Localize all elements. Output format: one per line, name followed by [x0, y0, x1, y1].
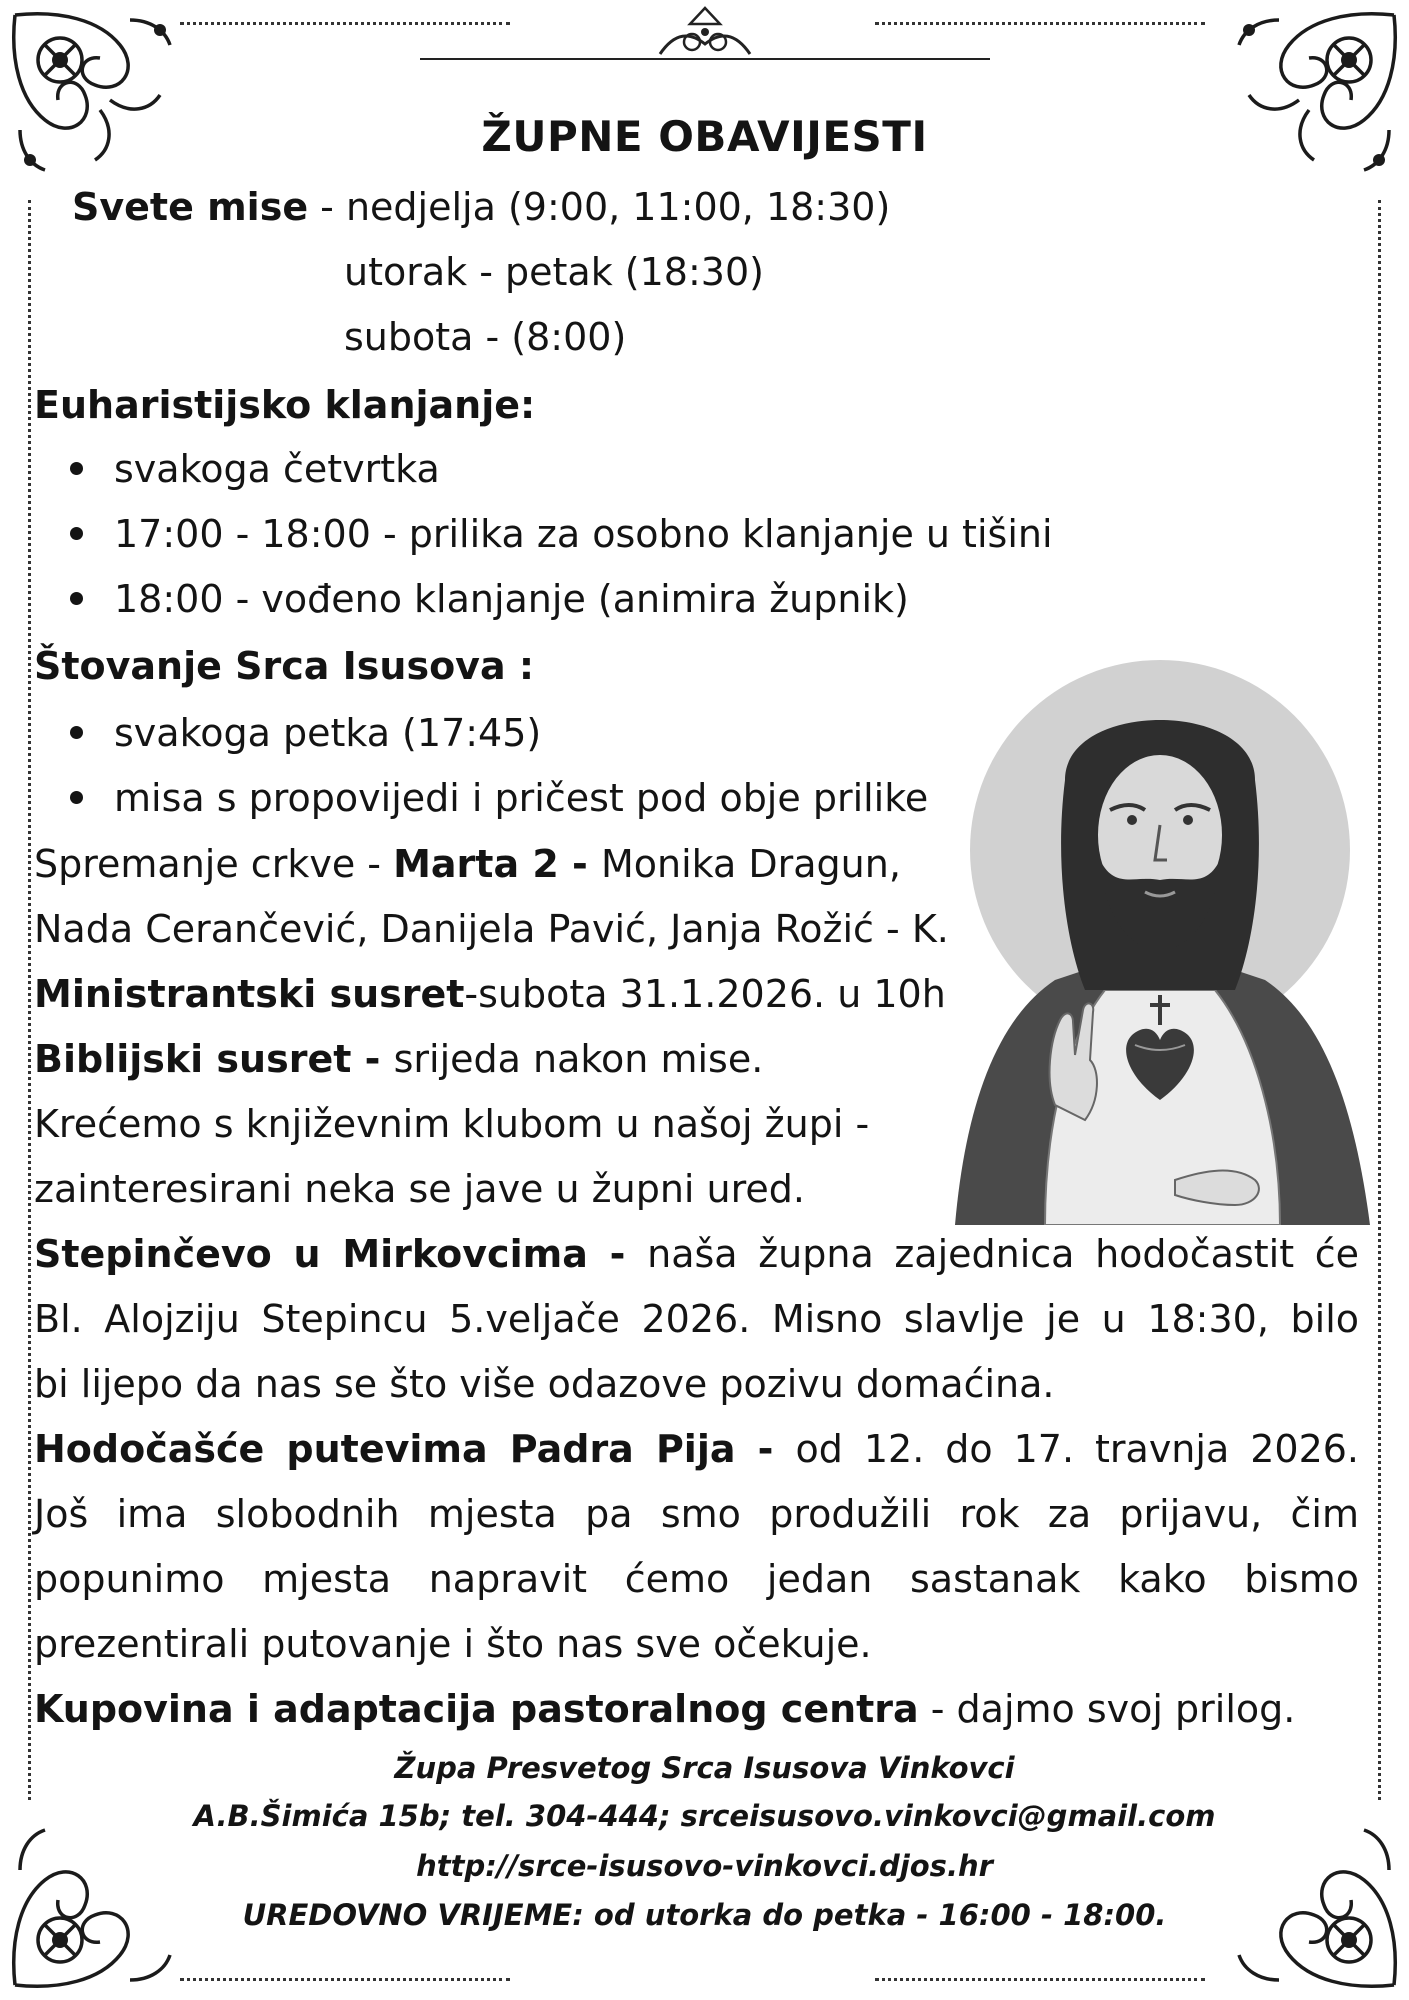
stepinac-line-3: bi lijepo da nas se što više odazove pozivu domaćina. — [34, 1362, 1055, 1406]
list-bullet — [70, 527, 83, 540]
list-bullet — [70, 592, 83, 605]
pastoral-center-label: Kupovina i adaptacija pastoralnog centra — [34, 1687, 919, 1731]
cleaning-prefix: Spremanje crkve - — [34, 842, 394, 886]
bible-text: srijeda nakon mise. — [393, 1037, 764, 1081]
top-center-ornament-icon — [620, 2, 790, 62]
frame-right-dots — [1378, 200, 1381, 1800]
frame-top-left-dots — [180, 22, 510, 25]
altar-servers-text: -subota 31.1.2026. u 10h — [464, 972, 946, 1016]
frame-bottom-right-dots — [875, 1978, 1205, 1981]
pilgrimage-line-2: Još ima slobodnih mjesta pa smo produžili rok za prijavu, čim — [34, 1492, 1359, 1536]
stepinac-line-1 — [34, 1228, 1359, 1280]
cleaning-names: Monika Dragun, — [600, 842, 901, 886]
cleaning-line-2: Nada Cerančević, Danijela Pavić, Janja Rožić - K. — [34, 907, 949, 951]
cleaning-group: Marta 2 - — [393, 842, 601, 886]
footer-hours: UREDOVNO VRIJEME: od utorka do petka - 16:00 - 18:00. — [242, 1898, 1167, 1932]
page-title: ŽUPNE OBAVIJESTI — [481, 112, 928, 161]
bible-label: Biblijski susret - — [34, 1037, 394, 1081]
bible-line — [34, 1033, 763, 1085]
sacred-heart-item: misa s propovijedi i pričest pod obje prilike — [114, 776, 929, 820]
footer-website: http://srce-isusovo-vinkovci.djos.hr — [416, 1849, 993, 1883]
pilgrimage-label: Hodočašće putevima Padra Pija - — [34, 1427, 796, 1471]
mass-saturday: subota - (8:00) — [344, 315, 627, 359]
stepinac-label: Stepinčevo u Mirkovcima - — [34, 1232, 648, 1276]
book-club-line-1: Krećemo s književnim klubom u našoj župi - — [34, 1102, 870, 1146]
pilgrimage-dates: od 12. do 17. travnja 2026. — [795, 1427, 1359, 1471]
adoration-item: 18:00 - vođeno klanjanje (animira župnik) — [114, 577, 909, 621]
list-bullet — [70, 726, 83, 739]
altar-servers-line — [34, 968, 946, 1020]
pastoral-center-text: - dajmo svoj prilog. — [918, 1687, 1296, 1731]
stepinac-line-2: Bl. Alojziju Stepincu 5.veljače 2026. Misno slavlje je u 18:30, bilo — [34, 1297, 1359, 1341]
book-club-line-2: zainteresirani neka se jave u župni ured. — [34, 1167, 806, 1211]
adoration-heading: Euharistijsko klanjanje: — [34, 383, 536, 427]
sacred-heart-heading: Štovanje Srca Isusova : — [34, 644, 535, 688]
mass-label: Svete mise — [72, 185, 309, 229]
cleaning-line-1 — [34, 838, 901, 890]
frame-top-right-dots — [875, 22, 1205, 25]
sacred-heart-illustration — [935, 660, 1375, 1225]
adoration-item: svakoga četvrtka — [114, 447, 440, 491]
pastoral-center-line — [34, 1683, 1295, 1735]
mass-line-1 — [72, 181, 890, 233]
mass-weekday: utorak - petak (18:30) — [344, 250, 764, 294]
pilgrimage-line-1 — [34, 1423, 1359, 1475]
pilgrimage-line-3: popunimo mjesta napravit ćemo jedan sastanak kako bismo — [34, 1557, 1359, 1601]
frame-left-dots — [28, 200, 31, 1800]
footer-parish: Župa Presvetog Srca Isusova Vinkovci — [394, 1751, 1015, 1785]
frame-bottom-left-dots — [180, 1978, 510, 1981]
footer-contact: A.B.Šimića 15b; tel. 304-444; srceisusovo.vinkovci@gmail.com — [193, 1799, 1216, 1833]
sacred-heart-item: svakoga petka (17:45) — [114, 711, 542, 755]
adoration-item: 17:00 - 18:00 - prilika za osobno klanjanje u tišini — [114, 512, 1053, 556]
pilgrimage-line-4: prezentirali putovanje i što nas sve očekuje. — [34, 1622, 872, 1666]
list-bullet — [70, 791, 83, 804]
list-bullet — [70, 462, 83, 475]
mass-sunday: - nedjelja (9:00, 11:00, 18:30) — [308, 185, 891, 229]
stepinac-text: naša župna zajednica hodočastit će — [647, 1232, 1359, 1276]
altar-servers-label: Ministrantski susret — [34, 972, 465, 1016]
